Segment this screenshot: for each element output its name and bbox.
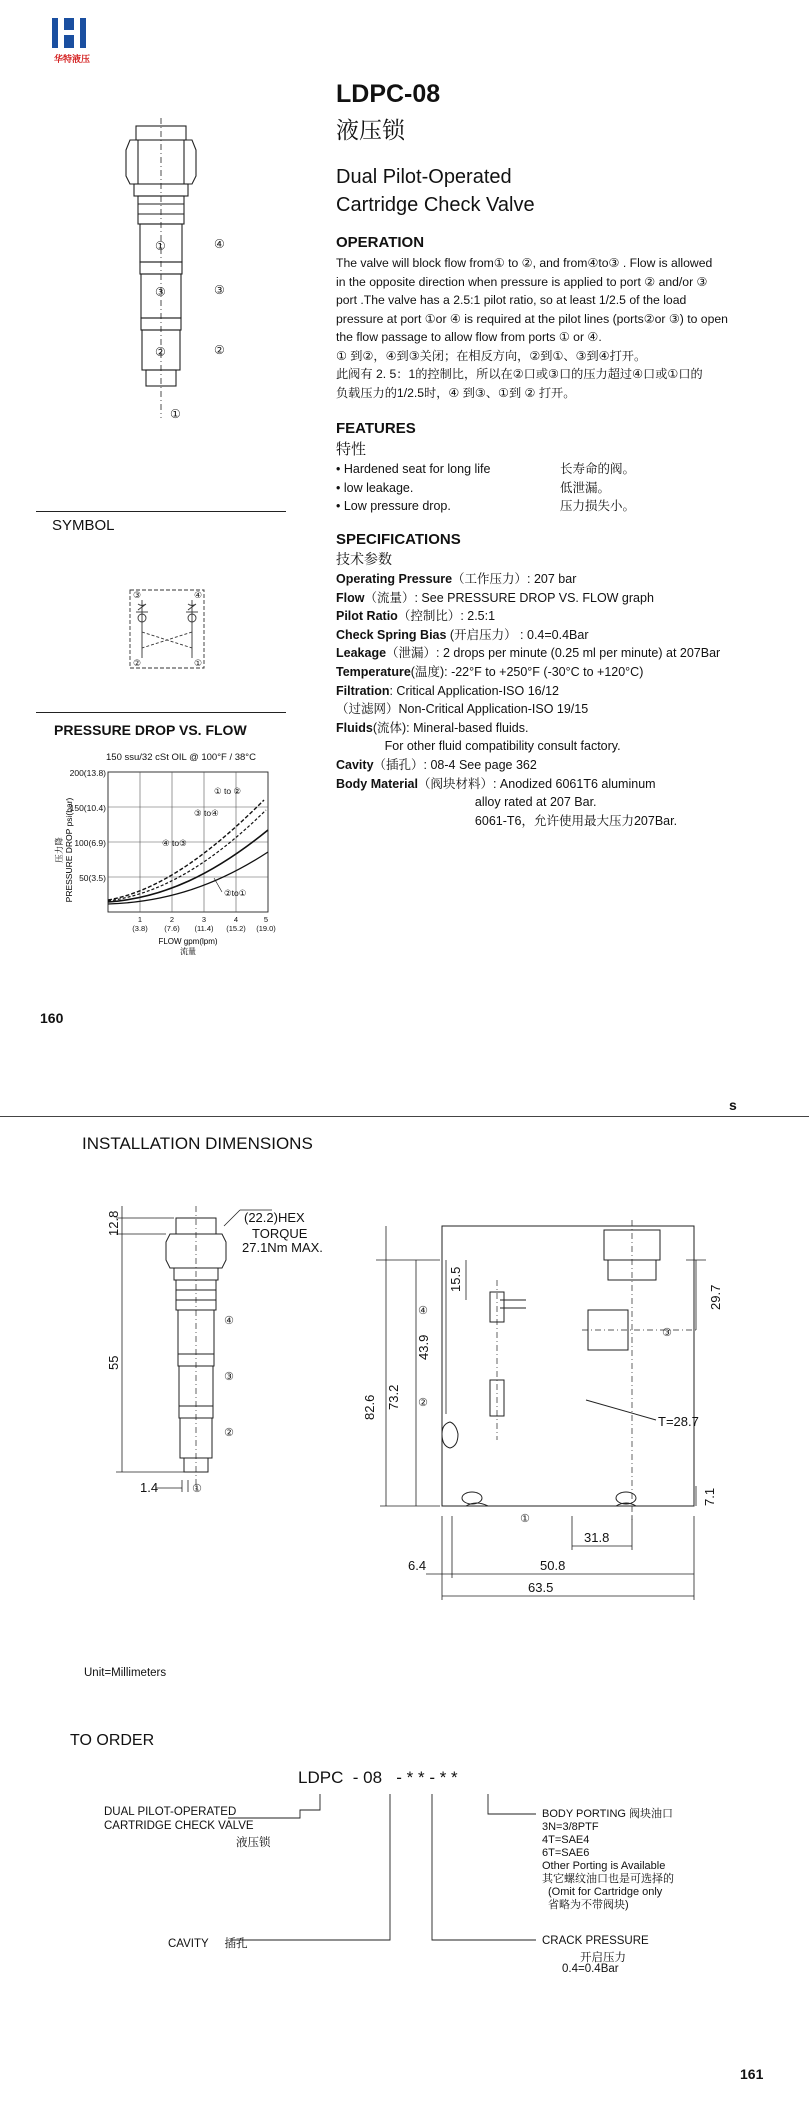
graph-conditions: 150 ssu/32 cSt OIL @ 100°F / 38°C [106, 752, 256, 763]
spec-value: （阀块材料）: Anodized 6061T6 aluminum [417, 776, 656, 791]
port-3-label-outer: ③ [214, 283, 225, 297]
features-heading: FEATURES [336, 420, 416, 437]
logo-mark-icon [34, 14, 108, 54]
page-number-left: 160 [40, 1010, 64, 1026]
order-heading: TO ORDER [70, 1732, 155, 1749]
operation-line: the flow passage to allow flow from ports ① or ④. [336, 330, 602, 344]
hydraulic-symbol [122, 584, 212, 674]
order-cavity: CAVITY 插孔 [168, 1938, 248, 1950]
installation-heading: INSTALLATION DIMENSIONS [82, 1134, 313, 1153]
spec-line [336, 682, 776, 701]
features-list [336, 460, 716, 516]
feature-en: • low leakage. [336, 480, 414, 495]
product-title-line2: Cartridge Check Valve [336, 194, 535, 216]
dim-43-9: 43.9 [416, 1334, 431, 1360]
spec-key: Check Spring Bias [336, 627, 447, 642]
dim-15-5: 15.5 [448, 1266, 463, 1292]
graph-heading: PRESSURE DROP VS. FLOW [54, 722, 247, 738]
operation-text [336, 254, 728, 402]
spec-key: Temperature [336, 664, 411, 679]
operation-line: ① 到②，④到③关闭；在相反方向，②到①、③到④打开。 [336, 348, 647, 363]
block-port-1: ① [520, 1513, 530, 1525]
spec-line [336, 793, 776, 812]
spec-line [336, 737, 776, 756]
spec-line [336, 607, 776, 626]
dim-12-8: 12.8 [106, 1210, 121, 1236]
dim-1-4: 1.4 [140, 1480, 159, 1495]
order-desc-line1: DUAL PILOT-OPERATED [104, 1806, 237, 1818]
graph-divider [36, 712, 286, 713]
dim-55: 55 [106, 1355, 121, 1370]
page-separator [0, 1116, 809, 1117]
curve-label-1-2: ① to ② [214, 786, 242, 796]
spec-value: （流量）: See PRESSURE DROP VS. FLOW graph [364, 590, 654, 605]
porting-line: 6T=SAE6 [542, 1847, 590, 1859]
graph-ylabel-cn: 压力降 [54, 837, 64, 863]
specifications-list [336, 570, 776, 830]
spec-key: Leakage [336, 646, 387, 661]
spec-line [336, 644, 776, 663]
porting-line: 3N=3/8PTF [542, 1821, 599, 1833]
spec-key: Pilot Ratio [336, 609, 398, 624]
spec-value: （控制比）: 2.5:1 [397, 609, 496, 624]
cart-port-3: ③ [224, 1371, 234, 1383]
page-number-right-fragment: s [729, 1097, 737, 1113]
spec-line [336, 756, 776, 775]
curve-label-4-3: ④ to③ [162, 838, 187, 848]
dim-31-8: 31.8 [584, 1530, 610, 1545]
cart-port-2: ② [224, 1427, 234, 1439]
unit-note: Unit=Millimeters [84, 1667, 167, 1679]
port-3-label: ③ [155, 285, 166, 299]
curve-label-3-4: ③ to④ [194, 808, 219, 818]
xtick-value: 1 [137, 915, 143, 924]
graph-xlabel-cn: 流量 [180, 947, 196, 956]
specifications-heading: SPECIFICATIONS [336, 531, 461, 548]
feature-item [336, 460, 716, 479]
ytick-label: 150(10.4) [69, 803, 106, 813]
order-code: LDPC - 08 - * * - * * [298, 1768, 458, 1787]
curve-label-2-1: ②to① [224, 888, 247, 898]
ytick-label: 200(13.8) [69, 768, 106, 778]
model-title-cn: 液压锁 [336, 117, 405, 143]
dim-6-4: 6.4 [408, 1558, 427, 1573]
block-port-2: ② [418, 1397, 428, 1409]
model-title: LDPC-08 [336, 80, 441, 108]
feature-item [336, 497, 716, 516]
spec-line [336, 589, 776, 608]
spec-value: 6061-T6，允许使用最大压力207Bar. [336, 813, 678, 828]
xtick-lpm: (7.6) [164, 924, 180, 933]
operation-line: in the opposite direction when pressure is applied to port ② and/or ③ [336, 274, 708, 289]
feature-item [336, 479, 716, 498]
spec-line [336, 700, 776, 719]
cart-port-1: ① [192, 1483, 202, 1495]
porting-line: 省略为不带阀块) [548, 1899, 629, 1911]
spec-value: （插孔）: 08-4 See page 362 [373, 757, 537, 772]
symbol-divider [36, 511, 286, 512]
feature-en: • Low pressure drop. [336, 499, 451, 513]
porting-line: Other Porting is Available [542, 1860, 666, 1872]
order-desc-line2: CARTRIDGE CHECK VALVE [104, 1820, 254, 1832]
spec-key: Cavity [336, 757, 374, 772]
spec-line [336, 570, 776, 589]
dim-29-7: 29.7 [708, 1284, 723, 1310]
operation-line: pressure at port ①or ④ is required at the pilot lines (ports②or ③) to open [336, 311, 728, 326]
cart-port-4: ④ [224, 1315, 234, 1327]
spec-value: (流体): Mineral-based fluids. [372, 720, 529, 735]
xtick-value: 5 [263, 915, 269, 924]
spec-value: （泄漏）: 2 drops per minute (0.25 ml per minute) at 207Bar [386, 646, 721, 661]
spec-value: (开启压力） : 0.4=0.4Bar [446, 627, 589, 642]
port-4-label: ④ [214, 237, 225, 251]
dim-50-8: 50.8 [540, 1558, 566, 1573]
hex-label: (22.2)HEX [244, 1210, 305, 1225]
torque-value: 27.1Nm MAX. [242, 1240, 323, 1255]
block-port-3: ③ [662, 1327, 672, 1339]
logo-caption: 华特液压 [54, 54, 91, 64]
operation-heading: OPERATION [336, 234, 425, 251]
symbol-port-4: ④ [194, 590, 203, 600]
specifications-heading-cn: 技术参数 [336, 551, 392, 567]
spec-line [336, 812, 776, 831]
pressure-drop-graph [44, 760, 294, 960]
order-desc-cn: 液压锁 [236, 1837, 271, 1849]
symbol-heading: SYMBOL [52, 517, 115, 534]
feature-cn: 长寿命的阀。 [560, 462, 636, 476]
spec-key: Filtration [336, 683, 390, 698]
operation-line: 负载压力的1/2.5时，④ 到③、①到 ② 打开。 [336, 385, 576, 400]
torque-label: TORQUE [252, 1226, 308, 1241]
symbol-port-2: ② [133, 658, 142, 668]
port-1-label: ① [155, 239, 166, 253]
installation-drawing [96, 1200, 736, 1630]
spec-value: For other fluid compatibility consult factory. [336, 739, 621, 754]
spec-line [336, 626, 776, 645]
spec-key: Operating Pressure [336, 572, 453, 586]
spec-value: （过滤网）Non-Critical Application-ISO 19/15 [336, 702, 589, 717]
xtick-value: 4 [233, 915, 239, 924]
xtick-lpm: (3.8) [132, 924, 148, 933]
spec-value: （工作压力）: 207 bar [452, 572, 577, 586]
spec-key: Flow [336, 590, 365, 605]
dim-thickness: T=28.7 [658, 1414, 699, 1429]
dim-82-6: 82.6 [362, 1394, 377, 1420]
spec-line [336, 775, 776, 794]
block-port-4: ④ [418, 1305, 428, 1317]
crack-pressure-value: 0.4=0.4Bar [562, 1963, 619, 1975]
xtick-lpm: (11.4) [194, 924, 214, 933]
xtick-value: 3 [201, 915, 207, 924]
graph-ylabel: PRESSURE DROP psi(bar) [64, 797, 74, 903]
spec-value: (温度): -22°F to +250°F (-30°C to +120°C) [410, 664, 644, 679]
product-title-line1: Dual Pilot-Operated [336, 166, 512, 188]
xtick-lpm: (19.0) [256, 924, 276, 933]
spec-line [336, 719, 776, 738]
symbol-port-1: ① [194, 658, 203, 668]
porting-line: 其它螺纹油口也是可选择的 [542, 1873, 674, 1885]
porting-line: (Omit for Cartridge only [548, 1886, 663, 1898]
crack-pressure-cn: 开启压力 [580, 1952, 626, 1964]
spec-value: alloy rated at 207 Bar. [336, 795, 597, 810]
symbol-port-3: ③ [133, 590, 142, 600]
port-1-bottom-label: ① [170, 407, 181, 421]
feature-cn: 压力损失小。 [560, 499, 636, 513]
feature-cn: 低泄漏。 [560, 480, 611, 495]
order-porting [542, 1808, 674, 1912]
operation-line: The valve will block flow from① to ②, and from④to③ . Flow is allowed [336, 256, 713, 270]
cartridge-drawing [110, 118, 270, 428]
ytick-label: 50(3.5) [79, 873, 106, 883]
logo [34, 14, 108, 66]
operation-line: 此阀有 2. 5：1的控制比，所以在②口或③口的压力超过④口或①口的 [336, 367, 703, 381]
feature-en: • Hardened seat for long life [336, 462, 491, 476]
port-2-label-outer: ② [214, 343, 225, 357]
xtick-lpm: (15.2) [226, 924, 246, 933]
spec-line [336, 663, 776, 682]
features-heading-cn: 特性 [336, 441, 367, 458]
spec-key: Body Material [336, 776, 418, 791]
porting-line: BODY PORTING 阀块油口 [542, 1808, 674, 1820]
spec-value: : Critical Application-ISO 16/12 [389, 683, 559, 698]
graph-xlabel: FLOW gpm(lpm) [158, 937, 218, 946]
dim-73-2: 73.2 [386, 1384, 401, 1410]
page-number-right: 161 [740, 2066, 764, 2082]
porting-line: 4T=SAE4 [542, 1834, 590, 1846]
operation-line: port .The valve has a 2.5:1 pilot ratio, so at least 1/2.5 of the load [336, 293, 687, 307]
dim-7-1: 7.1 [702, 1487, 717, 1506]
dim-63-5: 63.5 [528, 1580, 554, 1595]
spec-key: Fluids [336, 720, 373, 735]
crack-pressure-label: CRACK PRESSURE [542, 1935, 649, 1947]
port-2-label: ② [155, 345, 166, 359]
xtick-value: 2 [169, 915, 175, 924]
ytick-label: 100(6.9) [74, 838, 106, 848]
